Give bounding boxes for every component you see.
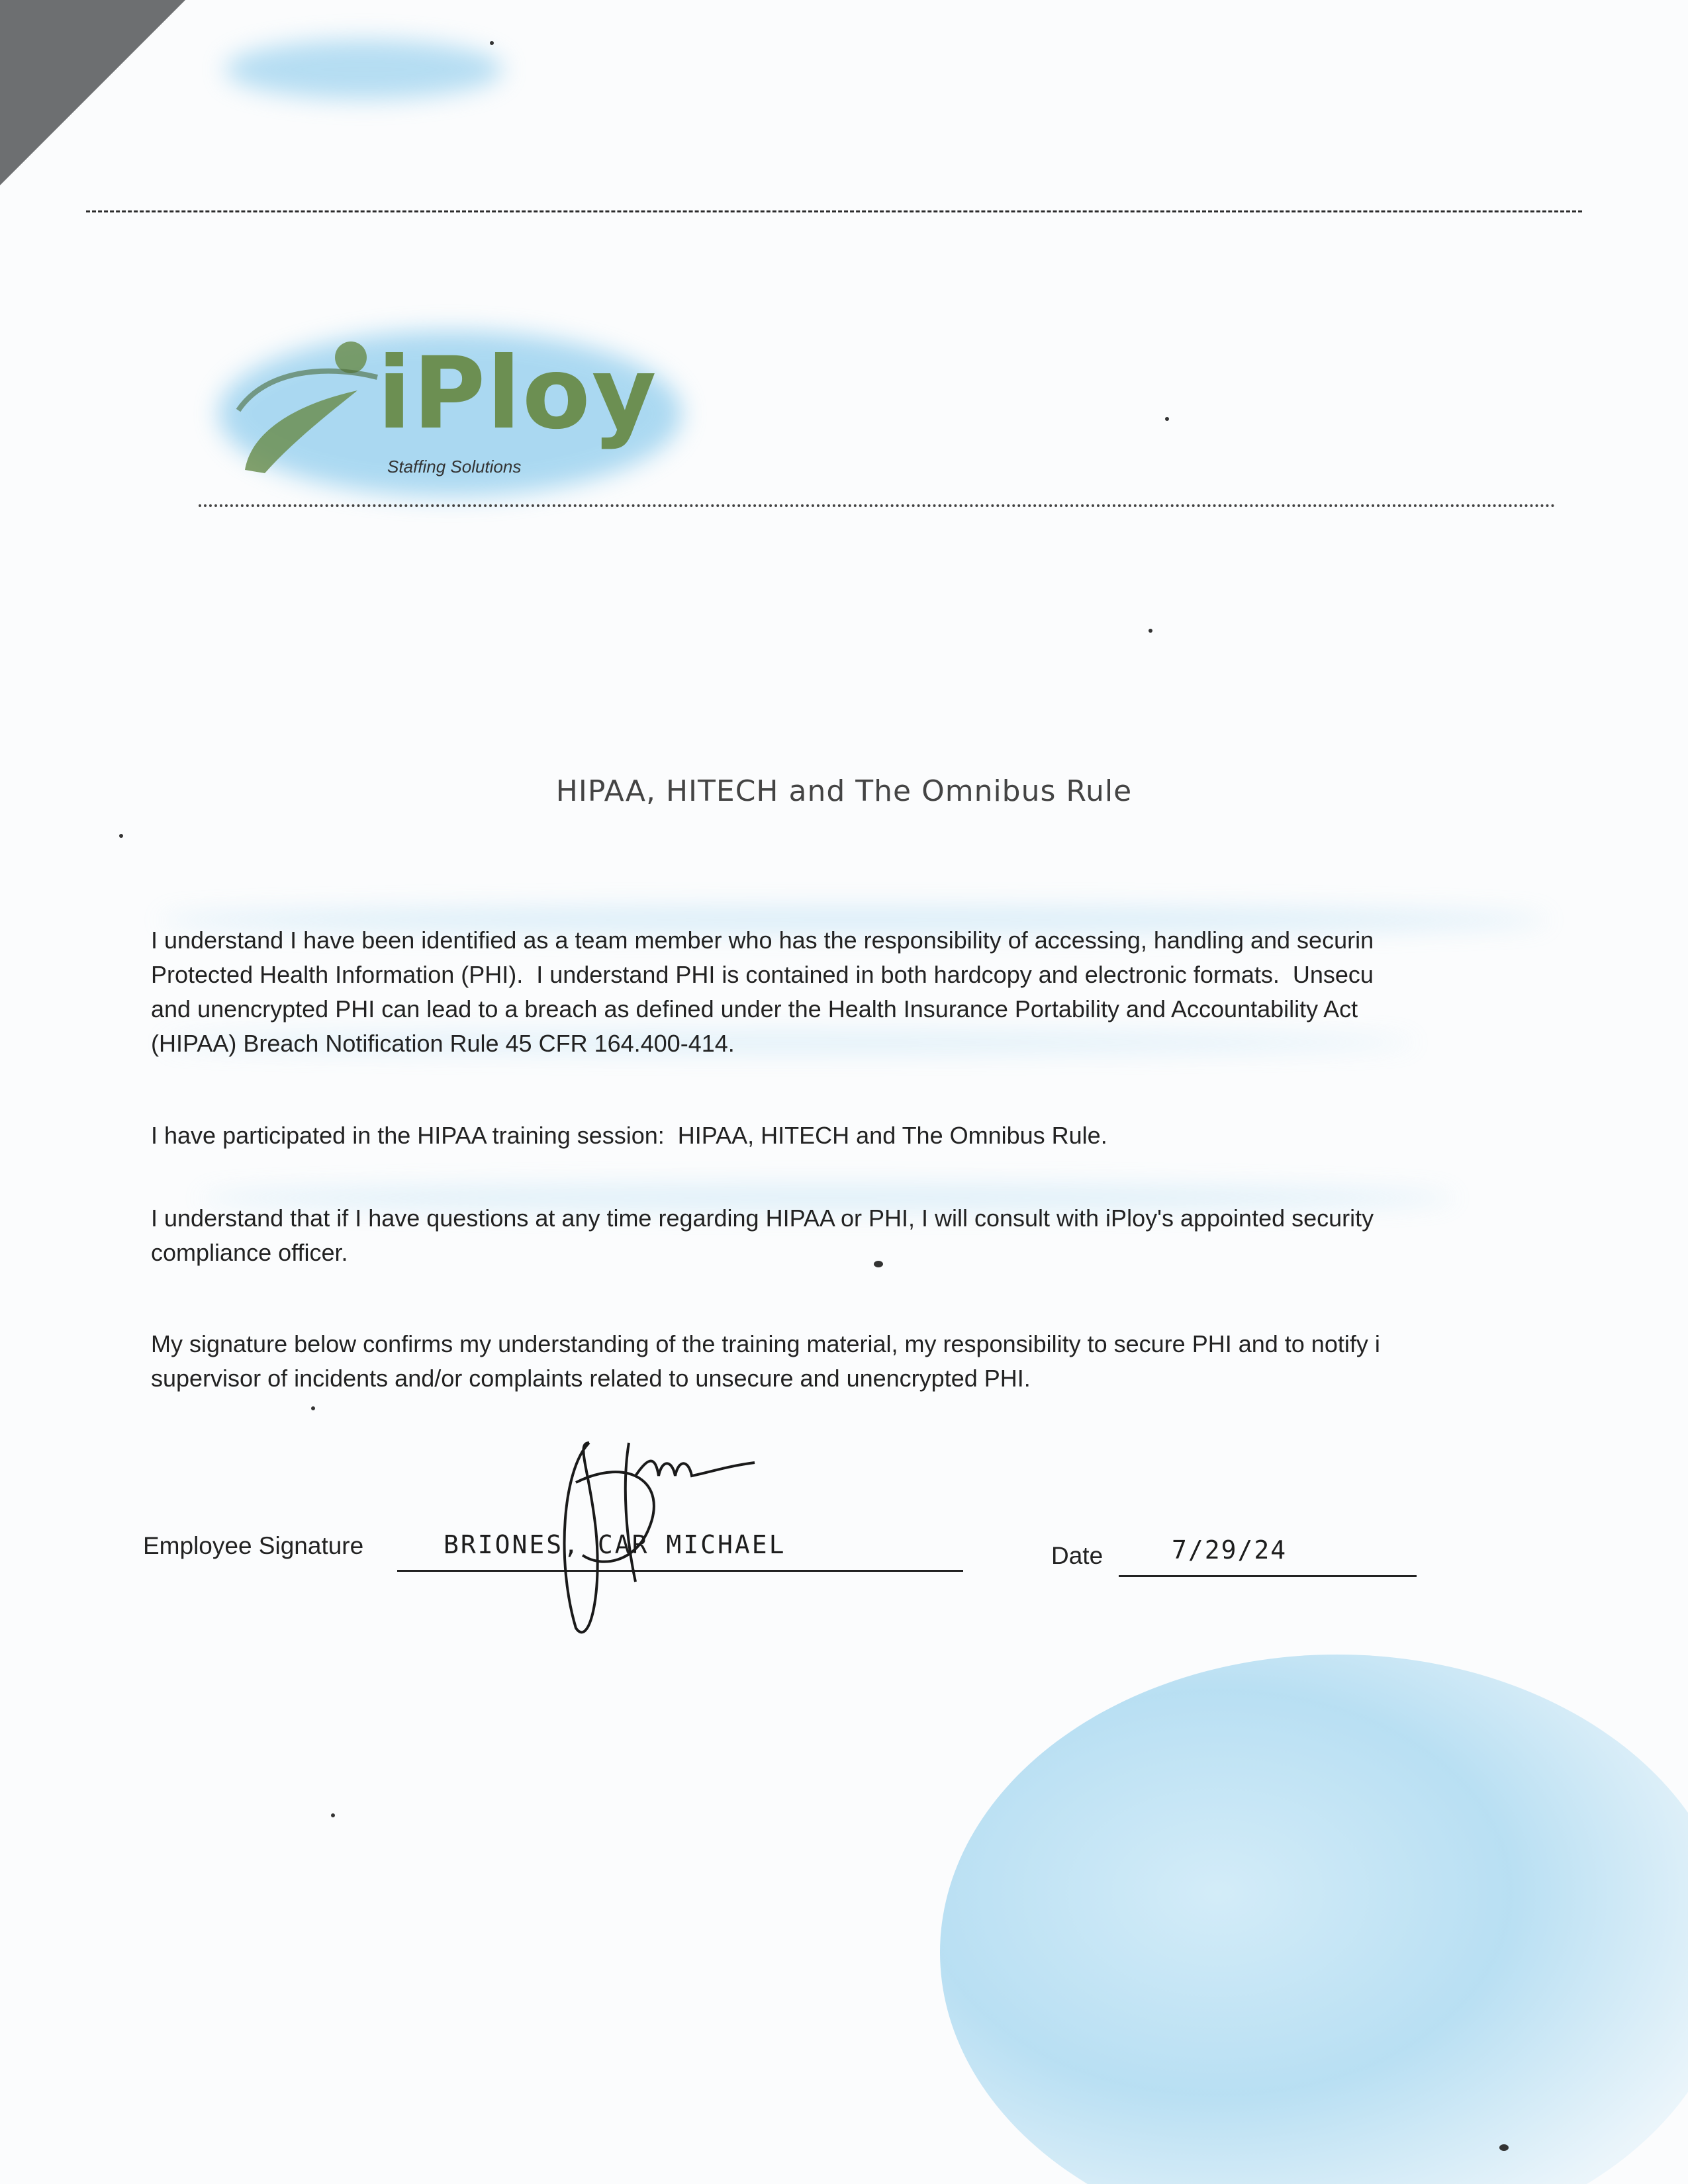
paragraph-training-session: I have participated in the HIPAA training session: HIPAA, HITECH and The Omnibus Rule.	[151, 1122, 1107, 1149]
speck	[874, 1261, 883, 1267]
date-value: 7/29/24	[1172, 1535, 1288, 1565]
dotted-divider	[199, 504, 1556, 507]
globe-watermark	[940, 1655, 1688, 2184]
paragraph-phi-responsibility: I understand I have been identified as a team member who has the responsibility of accessing, handling and securin Protected Health Information (PHI). I understand PHI is contained in both hardcopy and electronic formats. Unsecu and unencrypted PHI can lead to a breach as defined under the Health Insurance Portability and Accountability Act (HIPAA) Breach Notification Rule 45 CFR 164.400-414.	[151, 927, 1374, 1057]
speck	[1499, 2144, 1509, 2151]
date-line	[1119, 1575, 1417, 1577]
logo-tagline: Staffing Solutions	[387, 457, 522, 477]
document-title: HIPAA, HITECH and The Omnibus Rule	[555, 774, 1133, 808]
speck	[1149, 629, 1152, 633]
employee-signature-label: Employee Signature	[143, 1532, 364, 1559]
ink-blot	[225, 40, 503, 99]
logo-swoosh-icon	[225, 331, 397, 490]
folded-corner	[0, 0, 185, 185]
date-label: Date	[1051, 1542, 1103, 1569]
speck	[331, 1813, 335, 1817]
company-logo	[225, 331, 688, 503]
handwritten-signature	[549, 1430, 788, 1655]
speck	[119, 834, 123, 838]
speck	[490, 41, 494, 45]
logo-wordmark: iPloy	[377, 336, 658, 451]
speck	[1165, 417, 1169, 421]
speck	[311, 1406, 315, 1410]
printed-employee-name: BRIONES, CAR MICHAEL	[444, 1530, 786, 1559]
paragraph-signature-confirmation: My signature below confirms my understanding of the training material, my responsibility to secure PHI and to notify i supervisor of incidents and/or complaints related to unsecure and unencrypted PHI.	[151, 1330, 1380, 1392]
paragraph-compliance-officer: I understand that if I have questions at any time regarding HIPAA or PHI, I will consult with iPloy's appointed security compliance officer.	[151, 1205, 1374, 1266]
header-rule	[86, 210, 1582, 212]
